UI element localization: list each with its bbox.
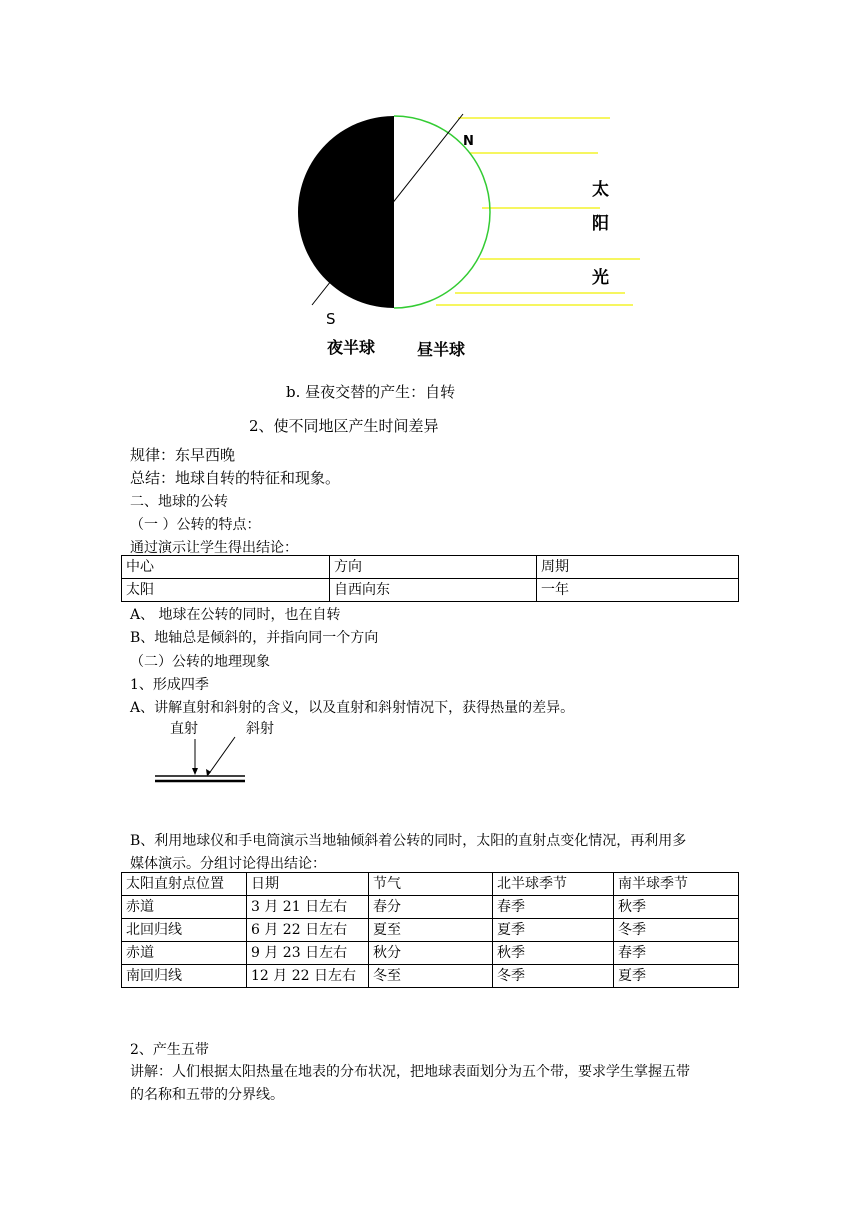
table-cell: 周期 [537, 556, 739, 579]
day-hemisphere-label: 昼半球 [417, 340, 466, 359]
table-row [122, 919, 739, 942]
table-cell: 夏季 [614, 965, 739, 988]
globe-day-night-diagram [290, 105, 650, 365]
sun-label-char-2: 阳 [592, 214, 609, 234]
table-row [122, 896, 739, 919]
sun-ray-angle-diagram [150, 715, 274, 785]
point-a: A、 地球在公转的同时，也在自转 [130, 607, 341, 623]
point-b: B、地轴总是倾斜的，并指向同一个方向 [130, 630, 379, 646]
sun-label-char-1: 太 [592, 180, 609, 200]
explain-b-line-1: B、利用地球仪和手电筒演示当地轴倾斜着公转的同时，太阳的直射点变化情况，再利用多 [130, 833, 687, 849]
item-five-zones: 2、产生五带 [130, 1042, 209, 1058]
table-cell: 夏季 [493, 919, 614, 942]
table-cell: 秋季 [493, 942, 614, 965]
table-row [122, 556, 739, 579]
table-cell: 南半球季节 [614, 873, 739, 896]
oblique-ray-arrow [208, 737, 235, 775]
explain-b-line-2: 媒体演示。分组讨论得出结论： [130, 856, 326, 872]
table-cell: 秋分 [369, 942, 493, 965]
table-cell: 北回归线 [122, 919, 247, 942]
table-row [122, 965, 739, 988]
table-row [122, 873, 739, 896]
rule-text: 规律：东早西晚 [130, 446, 236, 464]
table-cell: 太阳直射点位置 [122, 873, 247, 896]
section-heading-revolution: 二、地球的公转 [130, 494, 228, 510]
line-b-day-night: b. 昼夜交替的产生：自转 [286, 383, 456, 401]
table-cell: 9 月 23 日左右 [247, 942, 369, 965]
table-cell: 3 月 21 日左右 [247, 896, 369, 919]
table-cell: 冬至 [369, 965, 493, 988]
table-cell: 南回归线 [122, 965, 247, 988]
table-cell: 春季 [493, 896, 614, 919]
sun-label-char-3: 光 [592, 268, 609, 288]
night-hemisphere-label: 夜半球 [327, 338, 376, 357]
table-cell: 自西向东 [330, 579, 537, 602]
table-cell: 北半球季节 [493, 873, 614, 896]
explain-five-zones-line-2: 的名称和五带的分界线。 [130, 1087, 284, 1103]
table-cell: 中心 [122, 556, 330, 579]
demo-text: 通过演示让学生得出结论： [130, 540, 298, 556]
table-cell: 夏至 [369, 919, 493, 942]
table-row [122, 942, 739, 965]
south-pole-label: S [326, 310, 336, 328]
item-four-seasons: 1、形成四季 [130, 677, 209, 693]
table-cell: 方向 [330, 556, 537, 579]
subheading-revolution-phenomena: （二）公转的地理现象 [130, 654, 270, 670]
summary-text: 总结：地球自转的特征和现象。 [130, 469, 341, 487]
table-cell: 赤道 [122, 942, 247, 965]
table-cell: 节气 [369, 873, 493, 896]
table-cell: 赤道 [122, 896, 247, 919]
table-cell: 6 月 22 日左右 [247, 919, 369, 942]
table-cell: 冬季 [614, 919, 739, 942]
line-2-time-difference: 2、使不同地区产生时间差异 [249, 417, 439, 435]
subsolar-point-table [121, 872, 739, 988]
table-cell: 一年 [537, 579, 739, 602]
revolution-features-table [121, 555, 739, 602]
explain-a-text: A、讲解直射和斜射的含义，以及直射和斜射情况下，获得热量的差异。 [130, 700, 575, 716]
table-row [122, 579, 739, 602]
table-cell: 春分 [369, 896, 493, 919]
subheading-revolution-features: （一 ）公转的特点： [130, 517, 261, 533]
table-cell: 冬季 [493, 965, 614, 988]
explain-five-zones-line-1: 讲解：人们根据太阳热量在地表的分布状况，把地球表面划分为五个带，要求学生掌握五带 [130, 1064, 690, 1080]
night-hemisphere [298, 116, 394, 308]
oblique-ray-label: 斜射 [246, 721, 274, 737]
direct-ray-label: 直射 [170, 721, 198, 737]
table-cell: 秋季 [614, 896, 739, 919]
table-cell: 日期 [247, 873, 369, 896]
table-cell: 太阳 [122, 579, 330, 602]
table-cell: 12 月 22 日左右 [247, 965, 369, 988]
day-hemisphere-outline [394, 116, 490, 308]
north-pole-label: N [463, 134, 474, 149]
table-cell: 春季 [614, 942, 739, 965]
